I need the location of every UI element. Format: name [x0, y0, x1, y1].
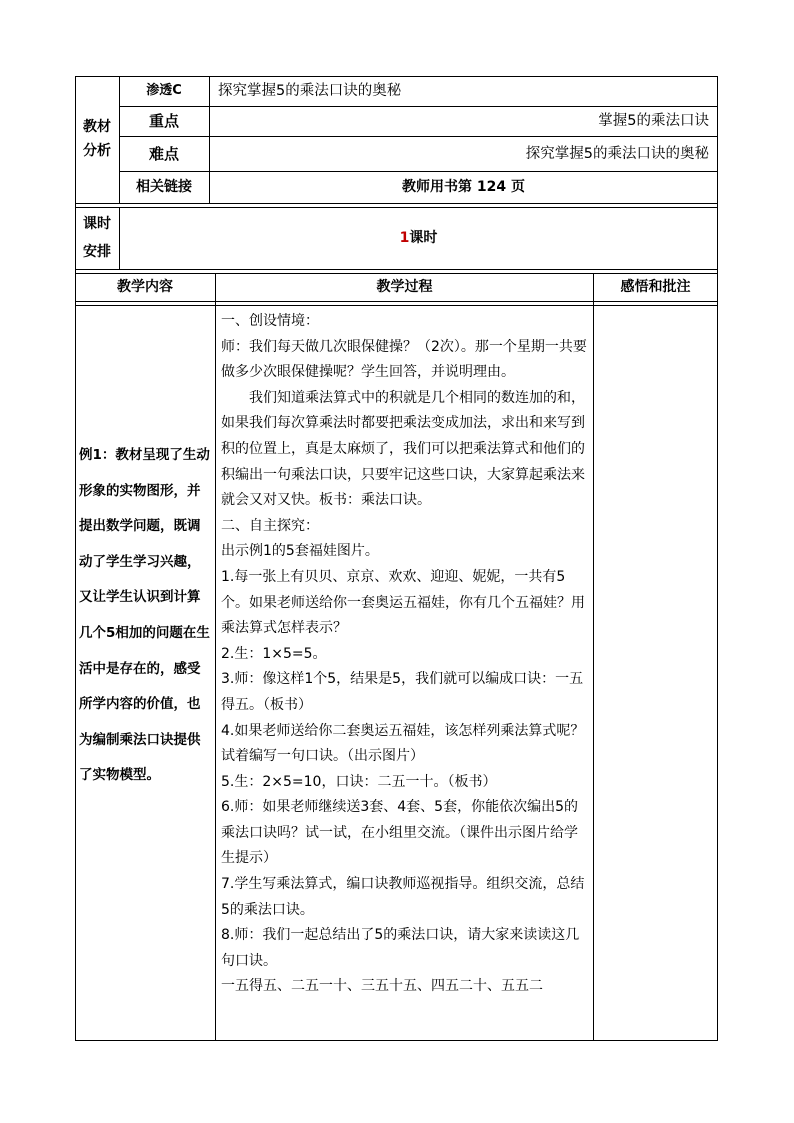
- process-line: 1.每一张上有贝贝、京京、欢欢、迎迎、妮妮，一共有5个。如果老师送给你一套奥运五福娃，你有几个五福娃？用乘法算式怎样表示？: [221, 568, 585, 637]
- rule: [215, 273, 216, 1041]
- related-link-value: 教师用书第 124 页: [402, 179, 525, 195]
- penetration-value: 探究掌握5的乘法口诀的奥秘: [218, 83, 402, 99]
- schedule-label: [75, 207, 119, 269]
- schedule-label-top: 课时: [83, 216, 111, 232]
- rule: [75, 203, 718, 204]
- process-line: 师：我们每天做几次眼保健操？（2次）。那一个星期一共要做多少次眼保健操呢？学生回答，并说明理由。: [221, 338, 587, 381]
- schedule-number: 1: [399, 230, 410, 246]
- penetration-label: 渗透C: [146, 83, 182, 98]
- process-line: 7.学生写乘法算式，编口诀教师巡视指导。组织交流，总结5的乘法口诀。: [221, 876, 585, 918]
- process-line: 一、创设情境：: [221, 313, 319, 329]
- process-line: 出示例1的5套福娃图片。: [221, 543, 379, 560]
- process-line: 8.师：我们一起总结出了5的乘法口诀，请大家来读读这几句口诀。: [221, 927, 580, 969]
- header-teaching-process: 教学过程: [376, 279, 433, 295]
- process-line: 一五得五、二五一十、三五十五、四五二十、五五二: [221, 978, 543, 995]
- process-line: 我们知道乘法算式中的积就是几个相同的数连加的和，如果我们每次算乘法时都要把乘法变成加法，求出和来写到积的位置上，真是太麻烦了，我们可以把乘法算式和他们的积编出一句乘法口诀，只要牢记这些口诀，大家算起乘法来就会又对又快。板书：乘法口诀。: [221, 389, 585, 509]
- rule: [75, 1040, 718, 1041]
- header-notes: 感悟和批注: [620, 279, 691, 295]
- key-point-value: 掌握5的乘法口诀: [598, 113, 709, 129]
- process-line: 二、自主探究：: [221, 517, 319, 534]
- related-link-label: 相关链接: [136, 179, 192, 195]
- difficulty-label: 难点: [148, 144, 179, 163]
- rule: [75, 301, 718, 302]
- lesson-plan-table: [75, 76, 718, 1040]
- schedule-label-bottom: 安排: [83, 244, 111, 260]
- teaching-process-text: [221, 309, 591, 1000]
- process-line: 5.生：2×5=10，口诀：二五一十。（板书）: [221, 773, 497, 790]
- rule: [717, 76, 718, 1041]
- header-teaching-content: 教学内容: [117, 279, 173, 295]
- example-description: 例1：教材呈现了生动形象的实物图形，并提出数学问题，既调动了学生学习兴趣，又让学生认识到计算几个5相加的问题在生活中是存在的，感受所学内容的价值，也为编制乘法口诀提供了实物模型。: [79, 447, 210, 784]
- process-line: 6.师：如果老师继续送3套、4套、5套，你能依次编出5的乘法口诀吗？试一试，在小组里交流。（课件出示图片给学生提示）: [221, 799, 578, 867]
- process-line: 4.如果老师送给你二套奥运五福娃，该怎样列乘法算式呢？试着编写一句口诀。（出示图片）: [221, 722, 585, 765]
- difficulty-value: 探究掌握5的乘法口诀的奥秘: [525, 145, 709, 162]
- process-line: 3.师：像这样1个5，结果是5，我们就可以编成口诀：一五得五。（板书）: [221, 671, 584, 713]
- key-point-label: 重点: [148, 112, 179, 130]
- process-line: 2.生：1×5=5。: [221, 645, 327, 662]
- schedule-unit: 课时: [409, 230, 438, 246]
- textbook-analysis-label-bottom: 分析: [83, 143, 111, 159]
- textbook-analysis-label-top: 教材: [83, 119, 111, 135]
- notes-cell: [594, 306, 717, 1040]
- textbook-analysis-label: [75, 106, 119, 172]
- rule: [75, 269, 718, 270]
- schedule-value: [120, 207, 717, 269]
